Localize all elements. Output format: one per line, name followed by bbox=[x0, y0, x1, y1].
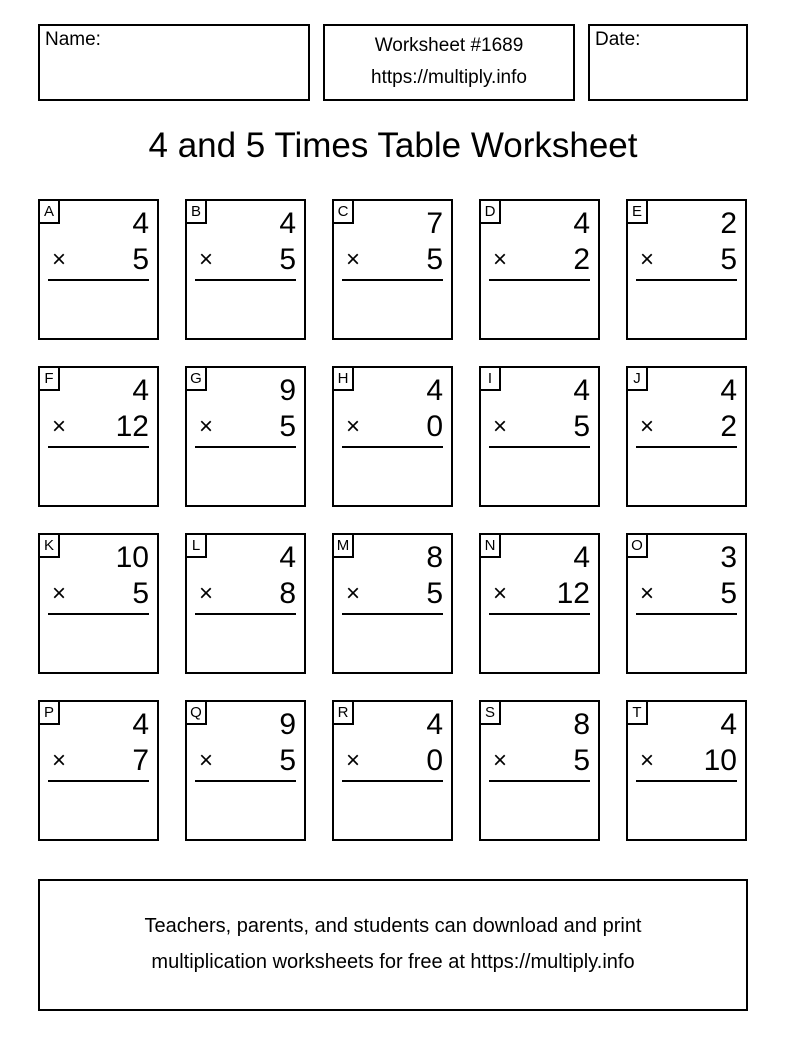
multiplicand: 2 bbox=[720, 207, 737, 240]
problem-label: O bbox=[628, 535, 648, 558]
times-symbol: × bbox=[493, 747, 508, 774]
name-label: Name: bbox=[45, 29, 101, 50]
problem-card bbox=[38, 199, 159, 340]
answer-rule bbox=[636, 446, 737, 448]
multiplier: 5 bbox=[720, 577, 737, 610]
multiplier: 5 bbox=[132, 243, 149, 276]
problem-card bbox=[626, 199, 747, 340]
problem-label: F bbox=[40, 368, 60, 391]
answer-rule bbox=[636, 279, 737, 281]
answer-rule bbox=[195, 446, 296, 448]
problem-label: A bbox=[40, 201, 60, 224]
page-title: 4 and 5 Times Table Worksheet bbox=[148, 126, 638, 165]
multiplicand: 4 bbox=[132, 207, 149, 240]
multiplier: 2 bbox=[720, 410, 737, 443]
multiplier: 5 bbox=[279, 744, 296, 777]
multiplicand: 4 bbox=[573, 207, 590, 240]
multiplicand: 9 bbox=[279, 374, 296, 407]
problem-label: P bbox=[40, 702, 60, 725]
answer-rule bbox=[489, 613, 590, 615]
answer-rule bbox=[48, 780, 149, 782]
problem-label: T bbox=[628, 702, 648, 725]
multiplier: 5 bbox=[426, 577, 443, 610]
answer-rule bbox=[195, 780, 296, 782]
times-symbol: × bbox=[199, 246, 214, 273]
times-symbol: × bbox=[493, 246, 508, 273]
multiplier: 5 bbox=[720, 243, 737, 276]
answer-rule bbox=[342, 279, 443, 281]
times-symbol: × bbox=[199, 747, 214, 774]
name-field-box[interactable] bbox=[38, 24, 310, 101]
problem-label: C bbox=[334, 201, 354, 224]
times-symbol: × bbox=[199, 413, 214, 440]
footer-line-1: Teachers, parents, and students can download and print bbox=[144, 915, 642, 937]
multiplier: 12 bbox=[556, 577, 590, 610]
problem-label: E bbox=[628, 201, 648, 224]
footer-box bbox=[38, 879, 748, 1011]
multiplier: 2 bbox=[573, 243, 590, 276]
multiplicand: 4 bbox=[279, 207, 296, 240]
problem-card bbox=[626, 700, 747, 841]
answer-rule bbox=[489, 279, 590, 281]
worksheet-url: https://multiply.info bbox=[371, 67, 527, 88]
problem-card bbox=[479, 366, 600, 507]
problem-label: J bbox=[628, 368, 648, 391]
answer-rule bbox=[489, 446, 590, 448]
problem-card bbox=[38, 700, 159, 841]
answer-rule bbox=[48, 613, 149, 615]
multiplier: 5 bbox=[279, 243, 296, 276]
answer-rule bbox=[342, 780, 443, 782]
problem-label: K bbox=[40, 535, 60, 558]
multiplicand: 7 bbox=[426, 207, 443, 240]
problem-card bbox=[332, 700, 453, 841]
times-symbol: × bbox=[52, 246, 67, 273]
times-symbol: × bbox=[493, 413, 508, 440]
problem-card bbox=[185, 700, 306, 841]
problem-label: Q bbox=[187, 702, 207, 725]
times-symbol: × bbox=[346, 246, 361, 273]
problem-card bbox=[332, 199, 453, 340]
problem-label: S bbox=[481, 702, 501, 725]
multiplicand: 4 bbox=[573, 541, 590, 574]
problem-label: L bbox=[187, 535, 207, 558]
multiplicand: 9 bbox=[279, 708, 296, 741]
problem-card bbox=[185, 199, 306, 340]
multiplier: 5 bbox=[279, 410, 296, 443]
problem-label: D bbox=[481, 201, 501, 224]
times-symbol: × bbox=[640, 246, 655, 273]
problem-card bbox=[185, 533, 306, 674]
problem-card bbox=[332, 533, 453, 674]
multiplier: 8 bbox=[279, 577, 296, 610]
multiplicand: 4 bbox=[279, 541, 296, 574]
problem-card bbox=[479, 700, 600, 841]
multiplier: 0 bbox=[426, 744, 443, 777]
multiplier: 7 bbox=[132, 744, 149, 777]
multiplicand: 10 bbox=[115, 541, 149, 574]
times-symbol: × bbox=[640, 413, 655, 440]
problem-card bbox=[38, 533, 159, 674]
answer-rule bbox=[195, 279, 296, 281]
multiplicand: 8 bbox=[426, 541, 443, 574]
footer-line-2: multiplication worksheets for free at https://multiply.info bbox=[151, 951, 635, 973]
multiplier: 10 bbox=[703, 744, 737, 777]
times-symbol: × bbox=[52, 747, 67, 774]
problem-card bbox=[479, 199, 600, 340]
problem-card bbox=[332, 366, 453, 507]
problem-label: B bbox=[187, 201, 207, 224]
times-symbol: × bbox=[346, 580, 361, 607]
multiplicand: 4 bbox=[426, 374, 443, 407]
problem-card bbox=[185, 366, 306, 507]
multiplicand: 8 bbox=[573, 708, 590, 741]
multiplicand: 4 bbox=[132, 374, 149, 407]
worksheet-number: Worksheet #1689 bbox=[374, 35, 524, 56]
multiplicand: 4 bbox=[720, 374, 737, 407]
times-symbol: × bbox=[640, 747, 655, 774]
problem-card bbox=[626, 366, 747, 507]
answer-rule bbox=[48, 446, 149, 448]
times-symbol: × bbox=[52, 580, 67, 607]
answer-rule bbox=[342, 446, 443, 448]
multiplicand: 3 bbox=[720, 541, 737, 574]
answer-rule bbox=[195, 613, 296, 615]
multiplicand: 4 bbox=[426, 708, 443, 741]
problem-card bbox=[38, 366, 159, 507]
worksheet-info-box bbox=[323, 24, 575, 101]
problem-card bbox=[626, 533, 747, 674]
multiplier: 5 bbox=[573, 410, 590, 443]
times-symbol: × bbox=[640, 580, 655, 607]
answer-rule bbox=[636, 613, 737, 615]
times-symbol: × bbox=[346, 413, 361, 440]
answer-rule bbox=[342, 613, 443, 615]
problem-label: H bbox=[334, 368, 354, 391]
answer-rule bbox=[636, 780, 737, 782]
date-label: Date: bbox=[595, 29, 641, 50]
problem-label: R bbox=[334, 702, 354, 725]
problem-card bbox=[479, 533, 600, 674]
date-field-box[interactable] bbox=[588, 24, 748, 101]
times-symbol: × bbox=[52, 413, 67, 440]
times-symbol: × bbox=[199, 580, 214, 607]
multiplicand: 4 bbox=[132, 708, 149, 741]
problem-label: G bbox=[187, 368, 207, 391]
multiplier: 0 bbox=[426, 410, 443, 443]
multiplier: 5 bbox=[426, 243, 443, 276]
multiplier: 12 bbox=[115, 410, 149, 443]
multiplicand: 4 bbox=[720, 708, 737, 741]
multiplier: 5 bbox=[132, 577, 149, 610]
answer-rule bbox=[48, 279, 149, 281]
answer-rule bbox=[489, 780, 590, 782]
problem-label: I bbox=[481, 368, 501, 391]
multiplier: 5 bbox=[573, 744, 590, 777]
problem-label: M bbox=[334, 535, 354, 558]
problem-label: N bbox=[481, 535, 501, 558]
times-symbol: × bbox=[346, 747, 361, 774]
multiplicand: 4 bbox=[573, 374, 590, 407]
times-symbol: × bbox=[493, 580, 508, 607]
